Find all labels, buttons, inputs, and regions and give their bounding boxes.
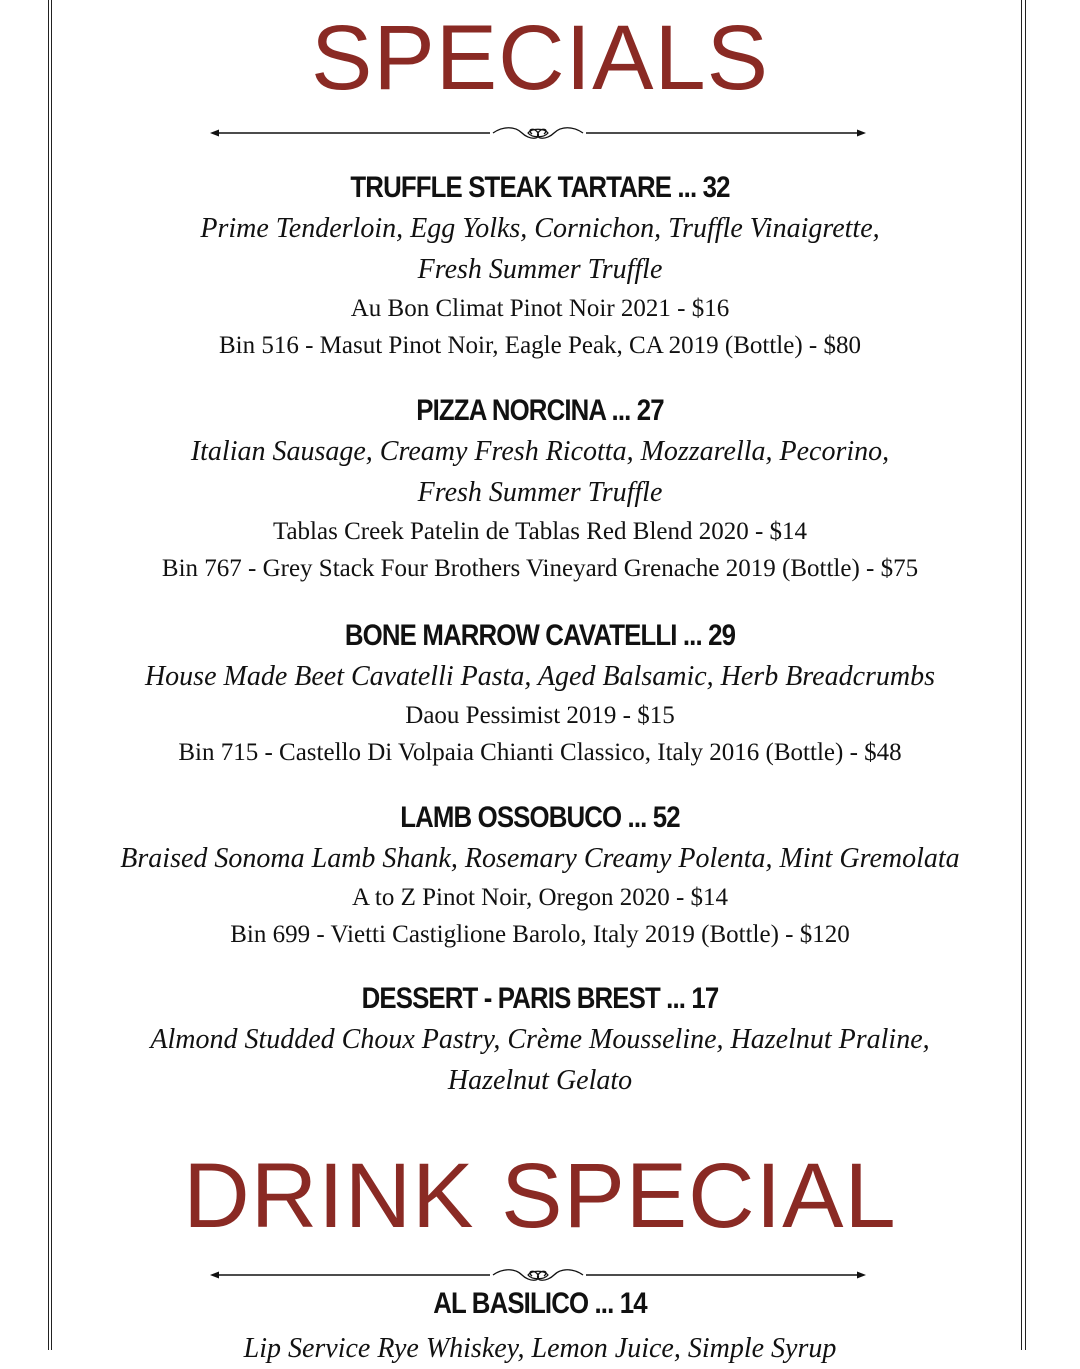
menu-item-bone-marrow-cavatelli [60, 616, 1020, 771]
menu-item-truffle-steak-tartare [60, 168, 1020, 364]
item-description-line: Prime Tenderloin, Egg Yolks, Cornichon, Truffle Vinaigrette, [200, 213, 880, 244]
item-description-line: Fresh Summer Truffle [417, 477, 663, 508]
wine-pairing-bottle: Bin 715 - Castello Di Volpaia Chianti Classico, Italy 2016 (Bottle) - $48 [178, 739, 902, 766]
specials-heading: SPECIALS [311, 7, 769, 109]
drink-special-heading: DRINK SPECIAL [183, 1145, 897, 1247]
item-name: AL BASILICO ... 14 [433, 1287, 647, 1320]
item-name: LAMB OSSOBUCO ... 52 [400, 801, 680, 834]
wine-pairing-glass: Tablas Creek Patelin de Tablas Red Blend 2020 - $14 [272, 518, 808, 545]
wine-pairing-bottle: Bin 767 - Grey Stack Four Brothers Vineyard Grenache 2019 (Bottle) - $75 [161, 555, 919, 582]
left-border [48, 0, 52, 1350]
item-description-line: Lip Service Rye Whiskey, Lemon Juice, Simple Syrup [243, 1333, 837, 1364]
ornamental-divider [210, 125, 866, 141]
item-name: DESSERT - PARIS BREST ... 17 [361, 982, 719, 1015]
item-name: PIZZA NORCINA ... 27 [416, 394, 664, 427]
item-description-line: Italian Sausage, Creamy Fresh Ricotta, Mozzarella, Pecorino, [190, 436, 890, 467]
item-name: BONE MARROW CAVATELLI ... 29 [344, 619, 736, 652]
item-description-line: Braised Sonoma Lamb Shank, Rosemary Creamy Polenta, Mint Gremolata [120, 843, 960, 874]
wine-pairing-glass: Au Bon Climat Pinot Noir 2021 - $16 [350, 295, 730, 322]
drink-item-al-basilico [60, 1284, 1020, 1369]
menu-item-pizza-norcina [60, 391, 1020, 587]
item-description-line: Almond Studded Choux Pastry, Crème Mousseline, Hazelnut Praline, [150, 1024, 930, 1055]
wine-pairing-bottle: Bin 516 - Masut Pinot Noir, Eagle Peak, CA 2019 (Bottle) - $80 [218, 332, 861, 359]
menu-item-dessert-paris-brest [60, 979, 1020, 1101]
menu-item-lamb-ossobuco [60, 798, 1020, 953]
item-name: TRUFFLE STEAK TARTARE ... 32 [350, 171, 730, 204]
wine-pairing-glass: Daou Pessimist 2019 - $15 [405, 702, 675, 729]
wine-pairing-bottle: Bin 699 - Vietti Castiglione Barolo, Italy 2019 (Bottle) - $120 [230, 921, 850, 948]
right-border [1021, 0, 1026, 1350]
wine-pairing-glass: A to Z Pinot Noir, Oregon 2020 - $14 [351, 884, 729, 911]
ornamental-divider [210, 1267, 866, 1283]
item-description-line: House Made Beet Cavatelli Pasta, Aged Balsamic, Herb Breadcrumbs [144, 661, 936, 692]
item-description-line: Hazelnut Gelato [447, 1065, 633, 1096]
item-description-line: Fresh Summer Truffle [417, 254, 663, 285]
